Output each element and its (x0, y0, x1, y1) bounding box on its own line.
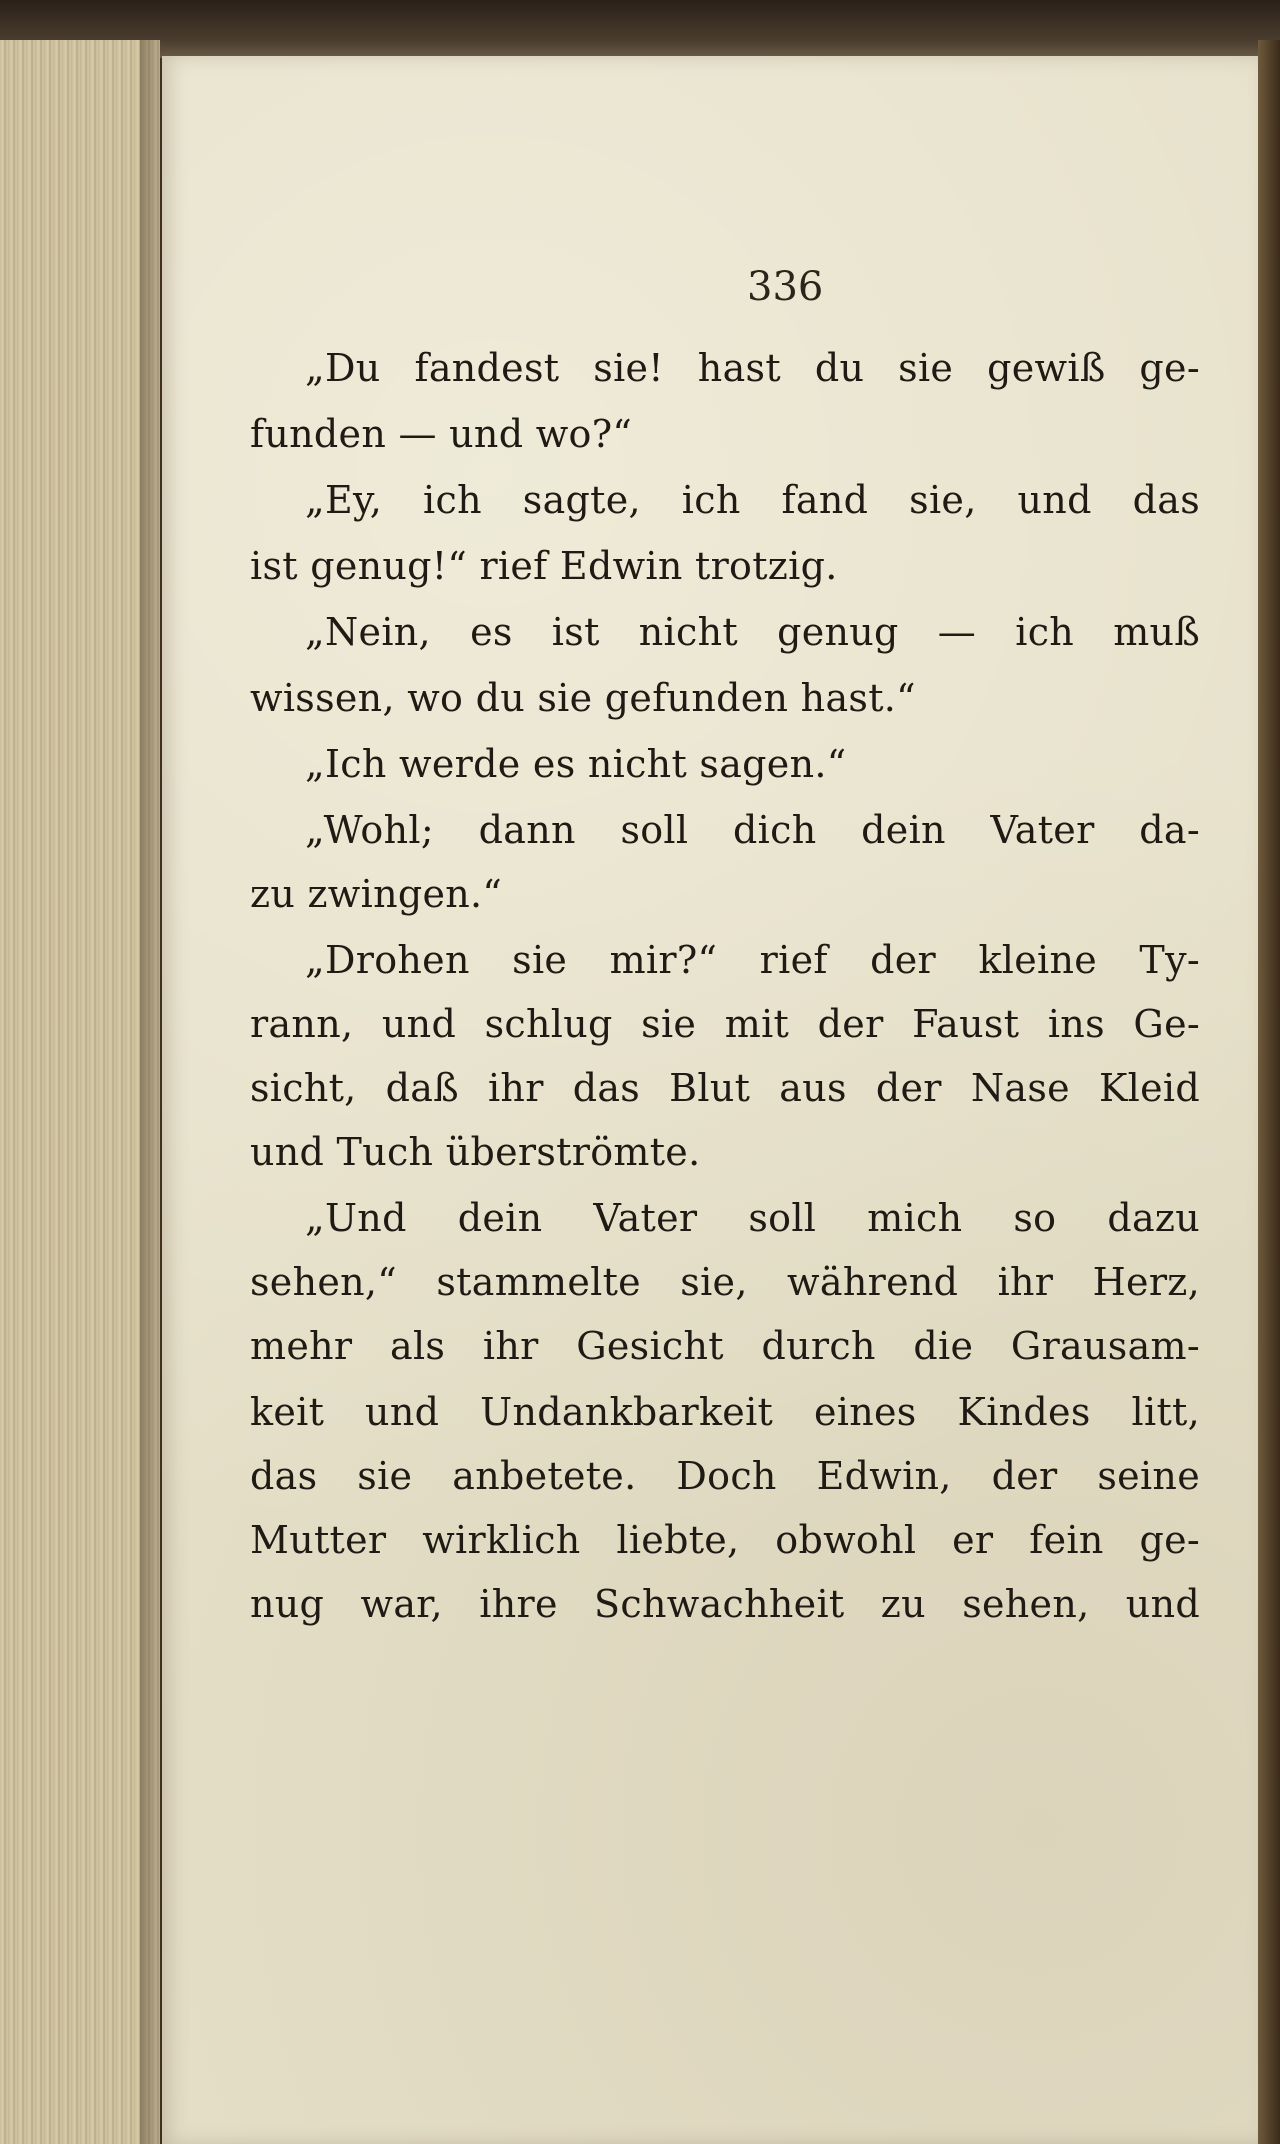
text-line: „Nein, es ist nicht genug — ich muß (305, 610, 1200, 654)
text-line: sicht, daß ihr das Blut aus der Nase Kleid (250, 1066, 1200, 1110)
text-line: „Und dein Vater soll mich so dazu (305, 1196, 1200, 1240)
page-edges (0, 40, 160, 2144)
text-line: und Tuch überströmte. (250, 1130, 701, 1174)
text-line: funden — und wo?“ (250, 412, 633, 456)
text-line: zu zwingen.“ (250, 872, 503, 916)
text-line: wissen, wo du sie gefunden hast.“ (250, 676, 916, 720)
text-line: ist genug!“ rief Edwin trotzig. (250, 544, 838, 588)
text-line: das sie anbetete. Doch Edwin, der seine (250, 1454, 1200, 1498)
text-line: mehr als ihr Gesicht durch die Grausam- (250, 1324, 1200, 1368)
book-binding (0, 0, 1280, 58)
text-line: nug war, ihre Schwachheit zu sehen, und (250, 1582, 1200, 1626)
page-number: 336 (747, 264, 824, 310)
text-line: sehen,“ stammelte sie, während ihr Herz, (250, 1260, 1200, 1304)
text-line: „Wohl; dann soll dich dein Vater da- (305, 808, 1200, 852)
text-line: „Drohen sie mir?“ rief der kleine Ty- (305, 938, 1200, 982)
text-line: keit und Undankbarkeit eines Kindes litt, (250, 1390, 1200, 1434)
text-line: „Ey, ich sagte, ich fand sie, und das (305, 478, 1200, 522)
text-line: „Ich werde es nicht sagen.“ (305, 742, 847, 786)
right-page-edge (1258, 40, 1280, 2144)
text-line: rann, und schlug sie mit der Faust ins Ge- (250, 1002, 1200, 1046)
text-line: Mutter wirklich liebte, obwohl er fein ge- (250, 1518, 1200, 1562)
text-line: „Du fandest sie! hast du sie gewiß ge- (305, 346, 1200, 390)
